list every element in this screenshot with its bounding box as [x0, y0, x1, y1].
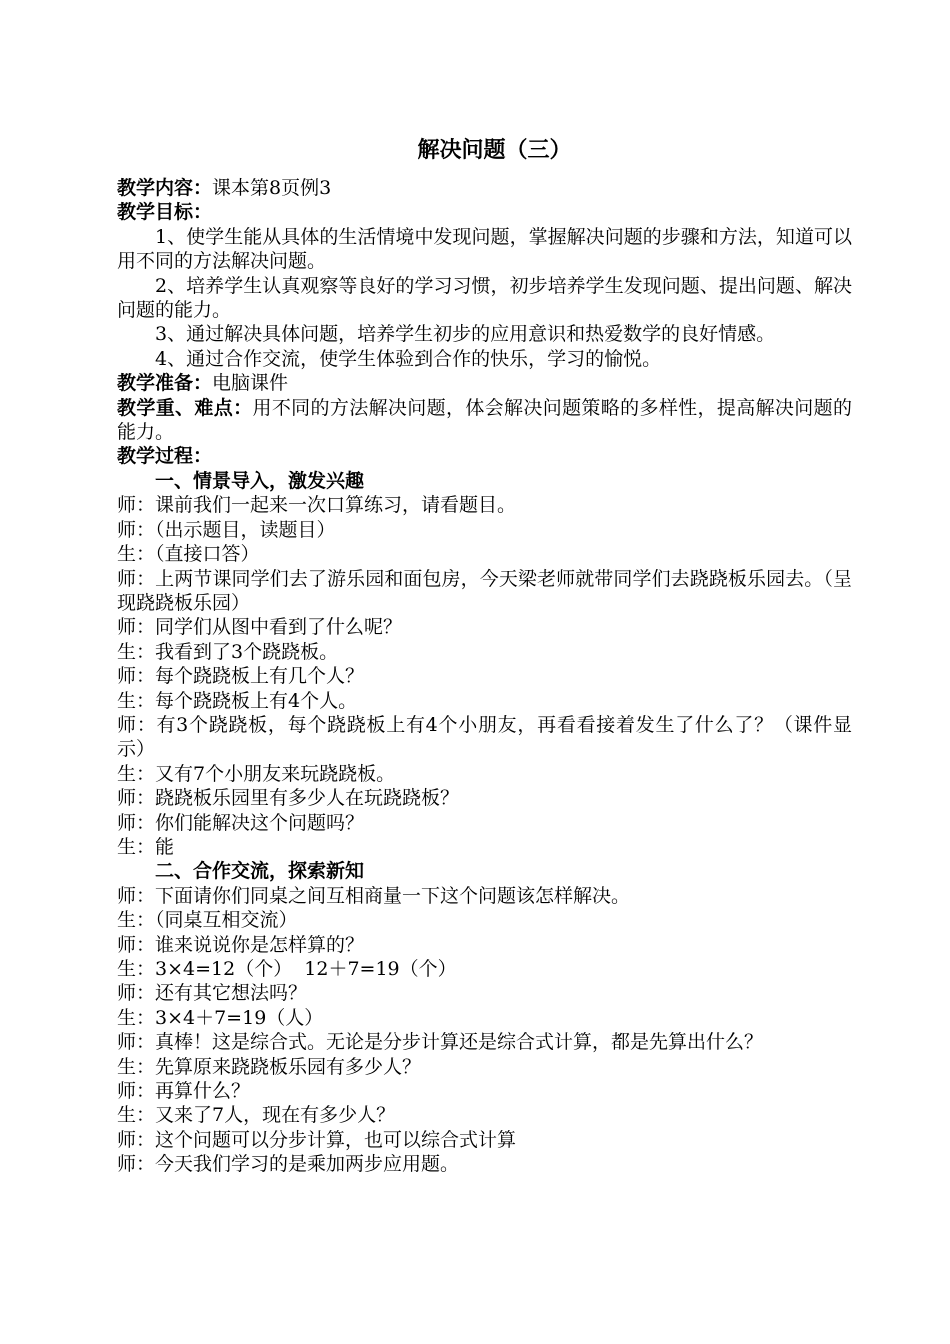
- dialogue-line: 生：又来了7人，现在有多少人？: [117, 1104, 396, 1127]
- dialogue-line: 生：能: [117, 835, 175, 858]
- teaching-prep-label: 教学准备：: [117, 372, 213, 395]
- dialogue-line: 师：下面请你们同桌之间互相商量一下这个问题该怎样解决。: [117, 884, 631, 907]
- dialogue-line: 师：这个问题可以分步计算，也可以综合式计算: [117, 1128, 517, 1151]
- dialogue-line: 生：（同桌互相交流）: [117, 909, 298, 932]
- dialogue-line: 生：3×4＋7=19（人）: [117, 1006, 324, 1029]
- dialogue-line: 师：谁来说说你是怎样算的？: [117, 933, 365, 956]
- teaching-content-label: 教学内容：: [117, 177, 213, 199]
- page-title: 解决问题（三）: [417, 137, 572, 163]
- dialogue-line: 师：（出示题目，读题目）: [117, 518, 336, 541]
- dialogue-line: 师：还有其它想法吗？: [117, 982, 308, 1005]
- section-heading-2: 二、合作交流，探索新知: [155, 860, 365, 883]
- teaching-goals-label: 教学目标：: [117, 201, 213, 224]
- dialogue-line: 生：（直接口答）: [117, 543, 260, 566]
- teaching-content: [117, 176, 852, 200]
- dialogue-line: 生：3×4=12（个） 12＋7=19（个）: [117, 958, 457, 980]
- goal-item: 1、使学生能从具体的生活情境中发现问题，掌握解决问题的步骤和方法，知道可以用不同的方法解决问题。: [117, 225, 852, 273]
- dialogue-line: 师：今天我们学习的是乘加两步应用题。: [117, 1153, 460, 1176]
- teaching-key-text: 用不同的方法解决问题，体会解决问题策略的多样性，提高解决问题的能力。: [117, 396, 852, 444]
- dialogue-line: 师：你们能解决这个问题吗？: [117, 811, 365, 834]
- dialogue-line: 生：我看到了3个跷跷板。: [117, 640, 339, 663]
- dialogue-line: 师：有3个跷跷板，每个跷跷板上有4个小朋友，再看看接着发生了什么了？（课件显示）: [117, 713, 852, 761]
- goal-item: 2、培养学生认真观察等良好的学习习惯，初步培养学生发现问题、提出问题、解决问题的能力。: [117, 274, 852, 322]
- dialogue-line: 师：每个跷跷板上有几个人？: [117, 665, 365, 688]
- document-body: [117, 136, 852, 1177]
- dialogue-line: 师：同学们从图中看到了什么呢？: [117, 616, 403, 639]
- dialogue-line: 师：上两节课同学们去了游乐园和面包房，今天梁老师就带同学们去跷跷板乐园去。（呈现跷跷板乐园）: [117, 567, 852, 614]
- dialogue-line: 生：又有7个小朋友来玩跷跷板。: [117, 762, 396, 785]
- teaching-key-label: 教学重、难点：: [117, 396, 253, 419]
- teaching-process-label: 教学过程：: [117, 445, 213, 468]
- dialogue-line: 生：每个跷跷板上有4个人。: [117, 689, 358, 712]
- teaching-prep-text: 电脑课件: [212, 372, 289, 395]
- dialogue-line: 师：再算什么？: [117, 1080, 251, 1103]
- teaching-content-text: 课本第8页例3: [212, 177, 332, 199]
- teaching-key-points: [117, 396, 852, 445]
- dialogue-line: 师：真棒！这是综合式。无论是分步计算还是综合式计算，都是先算出什么？: [117, 1031, 764, 1054]
- dialogue-line: 生：先算原来跷跷板乐园有多少人？: [117, 1055, 422, 1078]
- section-heading-1: 一、情景导入，激发兴趣: [155, 469, 365, 492]
- dialogue-line: 师：课前我们一起来一次口算练习，请看题目。: [117, 494, 517, 517]
- teaching-prep: [117, 371, 852, 395]
- goal-item: 3、通过解决具体问题，培养学生初步的应用意识和热爱数学的良好情感。: [155, 323, 776, 346]
- goal-item: 4、通过合作交流，使学生体验到合作的快乐，学习的愉悦。: [155, 347, 662, 370]
- dialogue-line: 师：跷跷板乐园里有多少人在玩跷跷板？: [117, 787, 460, 810]
